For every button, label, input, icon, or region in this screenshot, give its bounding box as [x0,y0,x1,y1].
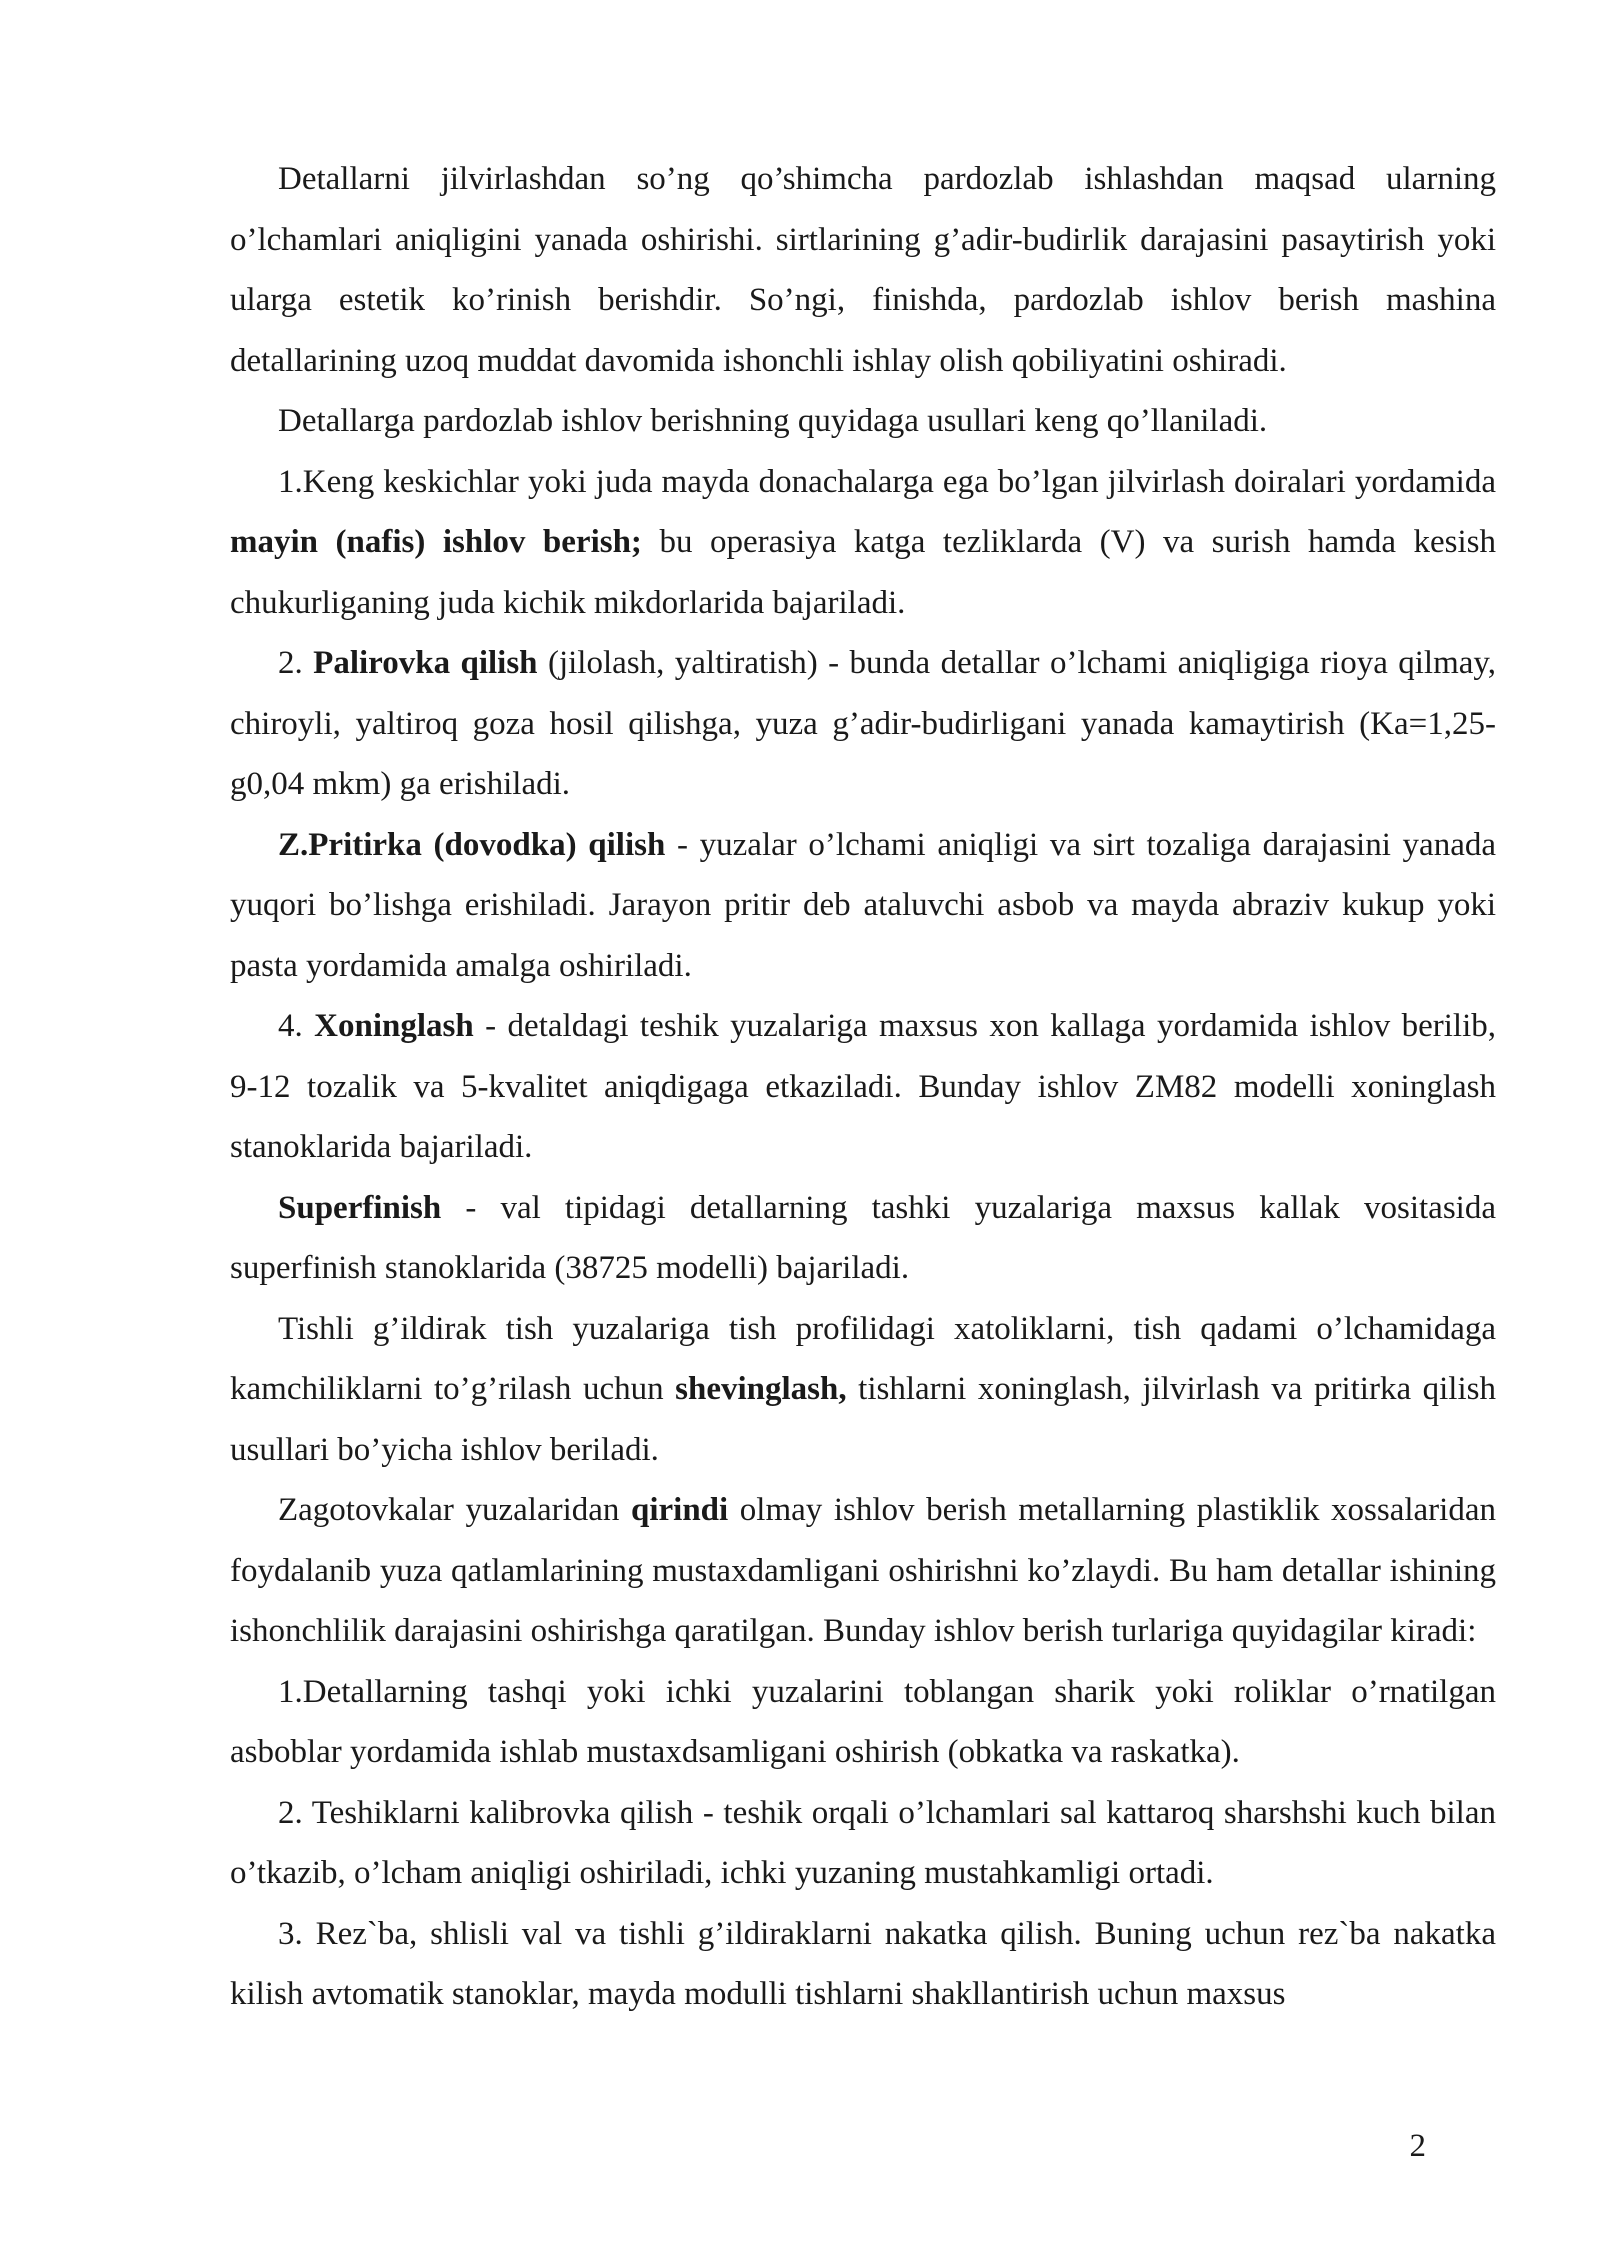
paragraph-text: Tishli g’ildirak tish yuzalariga tish profilidagi xatoliklarni, tish qadami o’lchamidaga kamchiliklarni to’g’rilash uchun [230,1310,1496,1407]
paragraph-item-superfinish [230,1178,1496,1299]
page-body [230,149,1496,2025]
bold-term: Superfinish [278,1189,442,1226]
paragraph-text: - yuzalar o’lchami aniqligi va sirt tozaliga darajasini yanada yuqori bo’lishga erishiladi. Jarayon pritir deb ataluvchi asbob va mayda abraziv kukup yoki pasta yordamida amalga oshiriladi. [230,826,1497,984]
paragraph-item-fine-grinding [230,452,1496,634]
paragraph-item-honing [230,996,1496,1178]
paragraph-item-rolling: 1.Detallarning tashqi yoki ichki yuzalarini toblangan sharik yoki roliklar o’rnatilgan asboblar yordamida ishlab mustaxdsamligani oshirish (obkatka va raskatka). [230,1673,1496,1770]
paragraph-text: 1.Keng keskichlar yoki juda mayda donachalarga ega bo’lgan jilvirlash doiralari yordamida [278,463,1496,500]
bold-term: shevinglash, [675,1371,847,1407]
bold-term: Z.Pritirka (dovodka) qilish [278,826,666,863]
bold-term: Xoninglash [314,1008,474,1044]
paragraph-text: olmay ishlov berish metallarning plastiklik xossalaridan foydalanib yuza qatlamlarining mustaxdamligani oshirishni ko’zlaydi. Bu ham detallar ishining ishonchlilik darajasini oshirishga qaratilgan. Bunday ishlov berish turlariga quyidagilar kiradi: [230,1492,1496,1649]
paragraph-gear-shaving [230,1299,1496,1481]
paragraph-text: 2. [278,645,314,681]
paragraph-text: bu operasiya katga tezliklarda (V) va surish hamda kesish chukurliganing juda kichik mikdorlarida bajariladi. [230,524,1497,621]
paragraph-item-polishing [230,633,1496,815]
paragraph-text: tishlarni xoninglash, jilvirlash va pritirka qilish usullari bo’yicha ishlov beriladi. [230,1371,1496,1468]
paragraph-intro: Detallarni jilvirlashdan so’ng qo’shimcha pardozlab ishlashdan maqsad ularning o’lchamlari aniqligini yanada oshirishi. sirtlarining g’adir-budirlik darajasini pasaytirish yoki ularga estetik ko’rinish berishdir. So’ngi, finishda, pardozlab ishlov berish mashina detallarining uzoq muddat davomida ishonchli ishlay olish qobiliyatini oshiradi. [230,161,1496,379]
paragraph-text: - detaldagi teshik yuzalariga maxsus xon kallaga yordamida ishlov berilib, 9-12 tozalik va 5-kvalitet aniqdigaga etkaziladi. Bunday ishlov ZM82 modelli xoninglash stanoklarida bajariladi. [230,1008,1496,1165]
paragraph-text: 4. [278,1008,315,1044]
paragraph-text: Zagotovkalar yuzalaridan [278,1492,631,1528]
paragraph-item-thread-rolling: 3. Rez`ba, shlisli val va tishli g’ildiraklarni nakatka qilish. Buning uchun rez`ba nakatka kilish avtomatik stanoklar, mayda modulli tishlarni shakllantirish uchun maxsus [230,1915,1496,2012]
paragraph-text: - val tipidagi detallarning tashki yuzalariga maxsus kallak vositasida superfinish stanoklarida (38725 modelli) bajariladi. [230,1189,1496,1286]
paragraph-methods-intro: Detallarga pardozlab ishlov berishning quyidaga usullari keng qo’llaniladi. [278,403,1268,439]
paragraph-text: (jilolash, yaltiratish) - bunda detallar o’lchami aniqligiga rioya qilmay, chiroyli, yaltiroq goza hosil qilishga, yuza g’adir-budirligani yanada kamaytirish (Ka=1,25-g0,04 mkm) ga erishiladi. [230,645,1497,802]
paragraph-chipless-machining [230,1480,1496,1662]
bold-term: Palirovka qilish [313,645,538,681]
paragraph-item-calibration: 2. Teshiklarni kalibrovka qilish - teshik orqali o’lchamlari sal kattaroq sharshshi kuch bilan o’tkazib, o’lcham aniqligi oshiriladi, ichki yuzaning mustahkamligi ortadi. [230,1794,1496,1891]
page-number: 2 [1409,2128,1426,2164]
bold-term: qirindi [630,1492,729,1528]
paragraph-item-lapping [230,815,1496,997]
bold-term: mayin (nafis) ishlov berish; [230,524,642,560]
